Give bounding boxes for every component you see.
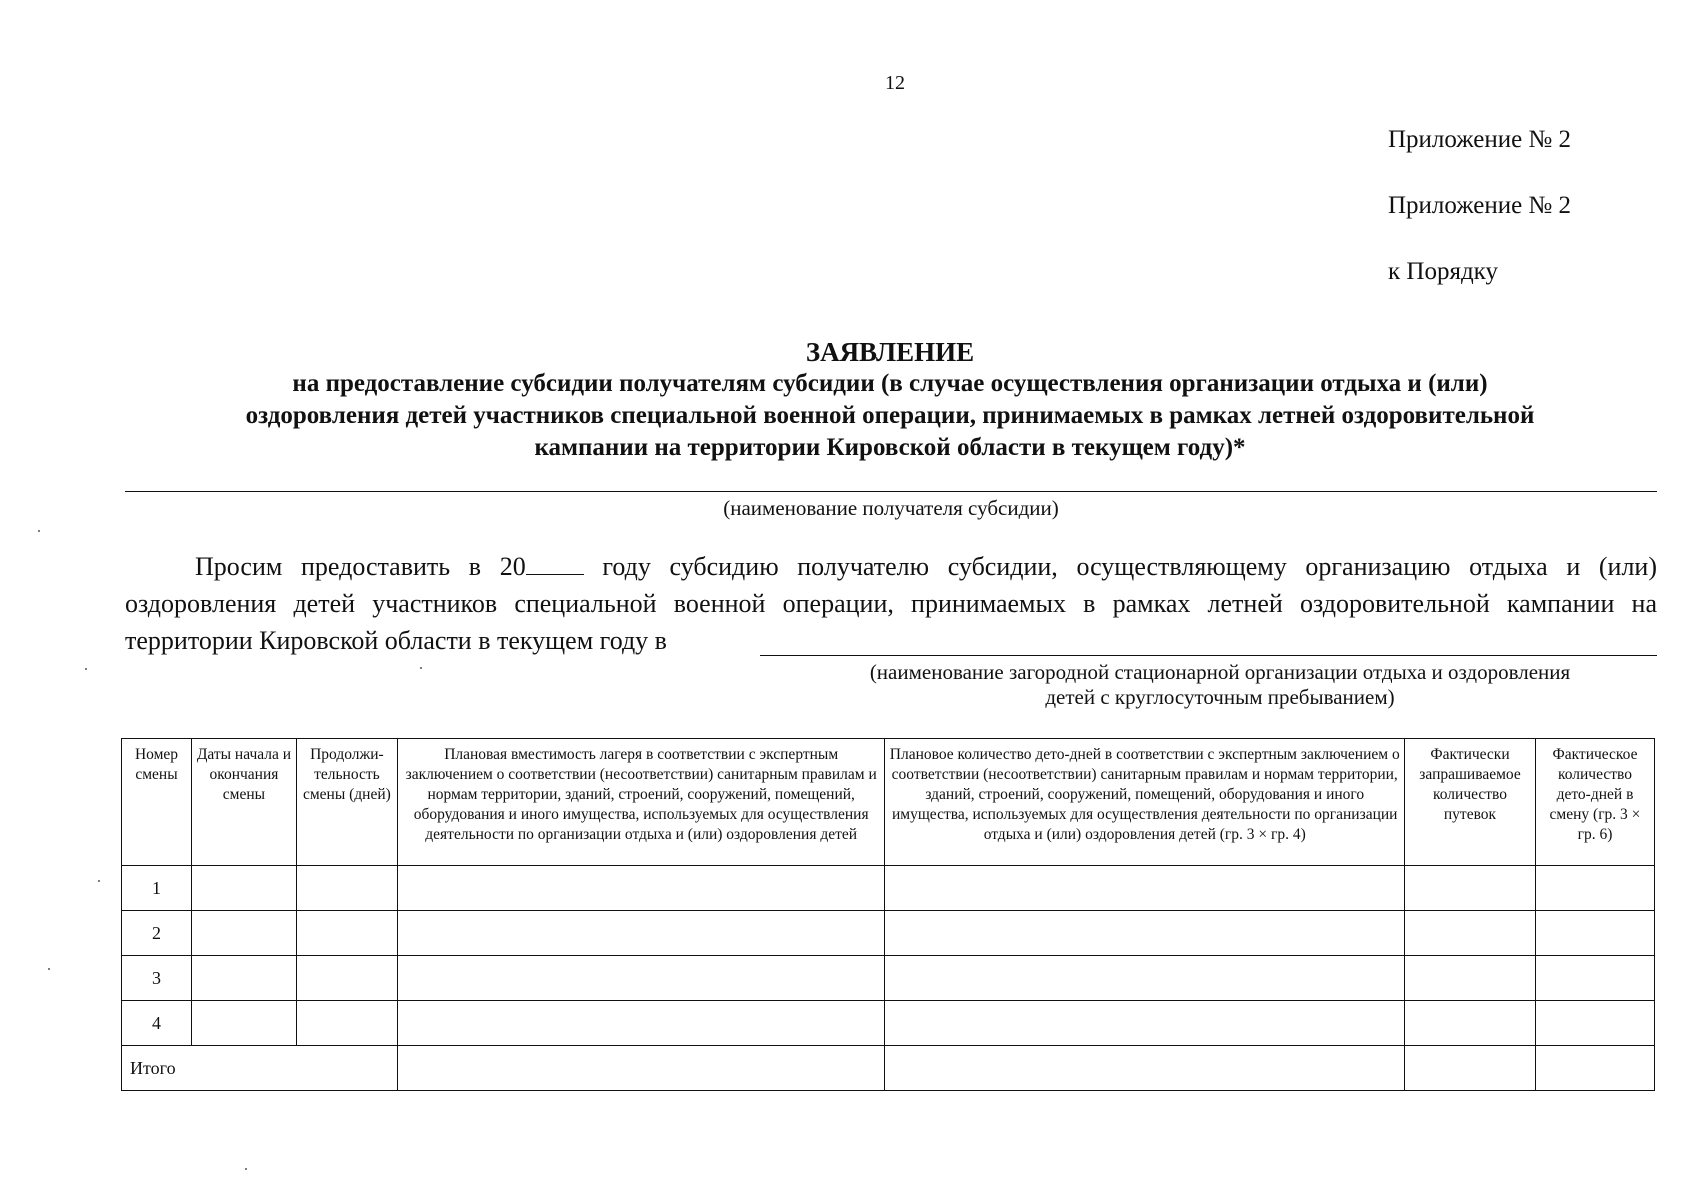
recipient-caption: (наименование получателя субсидии)	[723, 496, 1059, 520]
table-cell[interactable]	[296, 911, 397, 956]
appendix-label-repeat: Приложение № 2	[1388, 192, 1572, 219]
table-cell[interactable]	[1535, 1001, 1654, 1046]
table-cell[interactable]	[1405, 1001, 1536, 1046]
header-shift-dates: Даты начала и окончания смены	[191, 739, 296, 866]
table-cell[interactable]	[397, 1001, 885, 1046]
organization-caption	[790, 660, 1650, 710]
table-cell[interactable]	[397, 911, 885, 956]
request-paragraph	[125, 548, 1657, 659]
table-cell[interactable]	[885, 1046, 1405, 1091]
table-cell[interactable]	[885, 956, 1405, 1001]
organization-name-line[interactable]	[760, 655, 1657, 656]
table-cell[interactable]	[296, 956, 397, 1001]
recipient-name-line[interactable]	[125, 491, 1657, 492]
scan-speck	[245, 1168, 247, 1170]
document-title	[125, 336, 1655, 464]
scan-speck	[85, 668, 87, 670]
title-line: на предоставление субсидии получателям субсидии (в случае осуществления организации отдыха и (или)	[292, 370, 1488, 397]
table-cell[interactable]	[1405, 911, 1536, 956]
table-cell[interactable]	[885, 911, 1405, 956]
header-planned-capacity: Плановая вместимость лагеря в соответствии с экспертным заключением о соответствии (несоответствии) санитарным правилам и нормам территории, зданий, строений, сооружений, помещений, оборудования и иного имущества, используемых для осуществления деятельности по организации отдыха и (или) оздоровления детей	[397, 739, 885, 866]
shift-number-cell: 2	[122, 911, 192, 956]
year-blank-field[interactable]	[526, 552, 584, 575]
table-cell[interactable]	[397, 1046, 885, 1091]
table-total-row	[122, 1046, 1655, 1091]
header-planned-child-days: Плановое количество дето-дней в соответствии с экспертным заключением о соответствии (несоответствии) санитарным правилам и нормам территории, зданий, строений, сооружений, помещений, оборудования и иного имущества, используемых для осуществления деятельности по организации отдыха и (или) оздоровления детей (гр. 3 × гр. 4)	[885, 739, 1405, 866]
request-text-start: Просим предоставить в 20	[195, 552, 526, 581]
title-line: оздоровления детей участников специальной военной операции, принимаемых в рамках летней оздоровительной	[245, 402, 1535, 429]
scan-speck	[38, 530, 40, 532]
shift-number-cell: 4	[122, 1001, 192, 1046]
shifts-table	[121, 738, 1655, 1091]
table-cell[interactable]	[1405, 1046, 1536, 1091]
header-requested-vouchers: Фактически запрашиваемое количество путевок	[1405, 739, 1536, 866]
header-actual-child-days: Фактическое количество дето-дней в смену (гр. 3 × гр. 6)	[1535, 739, 1654, 866]
table-row	[122, 866, 1655, 911]
table-cell[interactable]	[296, 1001, 397, 1046]
organization-caption-line: (наименование загородной стационарной организации отдыха и оздоровления	[869, 660, 1571, 684]
table-row	[122, 956, 1655, 1001]
table-cell[interactable]	[296, 866, 397, 911]
table-cell[interactable]	[191, 911, 296, 956]
header-shift-duration: Продолжи-тельность смены (дней)	[296, 739, 397, 866]
header-shift-number: Номер смены	[122, 739, 192, 866]
table-header-row	[122, 739, 1655, 866]
table-cell[interactable]	[885, 866, 1405, 911]
scan-speck	[98, 880, 100, 882]
title-line: кампании на территории Кировской области в текущем году)*	[534, 434, 1246, 461]
scan-speck	[48, 968, 50, 970]
table-row	[122, 911, 1655, 956]
table-cell[interactable]	[191, 1001, 296, 1046]
appendix-label: Приложение № 2	[1388, 126, 1572, 153]
table-cell[interactable]	[1535, 911, 1654, 956]
table-cell[interactable]	[191, 866, 296, 911]
table-cell[interactable]	[397, 956, 885, 1001]
title-main: ЗАЯВЛЕНИЕ	[805, 337, 975, 367]
shift-number-cell: 1	[122, 866, 192, 911]
table-row	[122, 1001, 1655, 1046]
shift-number-cell: 3	[122, 956, 192, 1001]
total-label: Итого	[122, 1046, 398, 1091]
table-cell[interactable]	[397, 866, 885, 911]
appendix-order-reference: к Порядку	[1388, 258, 1498, 285]
scan-speck	[420, 667, 422, 669]
table-cell[interactable]	[1535, 956, 1654, 1001]
table-cell[interactable]	[1535, 1046, 1654, 1091]
page-number: 12	[885, 72, 905, 94]
table-cell[interactable]	[191, 956, 296, 1001]
request-text-rest: году субсидию получателю субсидии, осуществляющему организацию отдыха и (или) оздоровления детей участников специальной военной операции, принимаемых в рамках летней оздоровительной кампании на территории Кировской области в текущем году в	[125, 552, 1658, 655]
table-cell[interactable]	[1535, 866, 1654, 911]
table-cell[interactable]	[885, 1001, 1405, 1046]
table-cell[interactable]	[1405, 866, 1536, 911]
table-cell[interactable]	[1405, 956, 1536, 1001]
organization-caption-line: детей с круглосуточным пребыванием)	[1045, 685, 1395, 709]
